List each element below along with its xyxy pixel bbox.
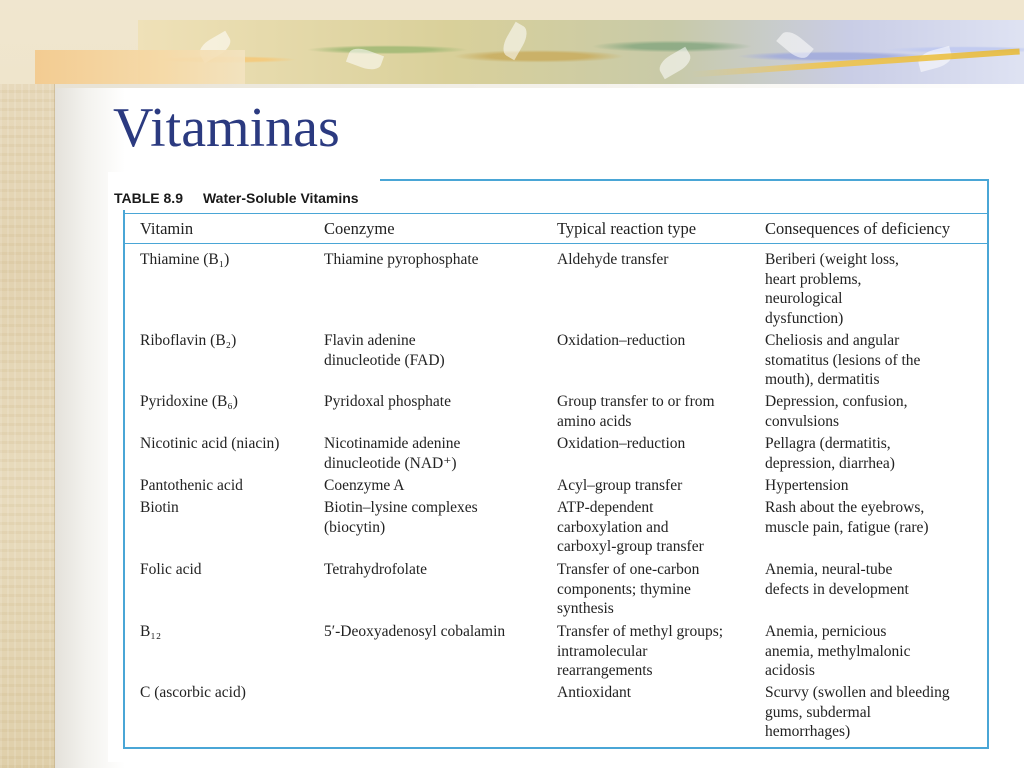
cell-vitamin: C (ascorbic acid): [140, 684, 246, 701]
cell-deficiency: Hypertension: [765, 477, 849, 494]
cell-coenzyme: 5′-Deoxyadenosyl cobalamin: [324, 623, 506, 640]
column-header-deficiency: Consequences of deficiency: [765, 219, 951, 238]
table-number: TABLE 8.9: [114, 190, 183, 206]
column-header-vitamin: Vitamin: [140, 219, 194, 238]
cell-deficiency: Beriberi (weight loss, heart problems, neurological dysfunction): [765, 251, 899, 327]
table-caption: [114, 190, 359, 206]
cell-coenzyme: Thiamine pyrophosphate: [324, 251, 479, 268]
cell-reaction: Aldehyde transfer: [557, 251, 669, 268]
cell-deficiency: Depression, confusion, convulsions: [765, 393, 908, 430]
cell-reaction: Oxidation–reduction: [557, 332, 686, 349]
header-top-rule: [125, 213, 987, 214]
vitamins-table-figure: [108, 172, 1000, 762]
cell-deficiency: Anemia, neural-tube defects in development: [765, 561, 909, 598]
leaf-shape: [346, 45, 384, 74]
banner-edge: [55, 84, 1024, 88]
banner-leaf-artwork: [138, 20, 1024, 86]
cell-coenzyme: Nicotinamide adenine dinucleotide (NAD⁺): [324, 435, 461, 472]
cell-coenzyme: Coenzyme A: [324, 477, 405, 494]
cell-reaction: ATP-dependent carboxylation and carboxyl-group transfer: [557, 499, 704, 555]
cell-vitamin: Folic acid: [140, 561, 202, 578]
cell-reaction: Transfer of one-carbon components; thymine synthesis: [557, 561, 700, 617]
cell-coenzyme: Tetrahydrofolate: [324, 561, 428, 578]
leaf-shape: [499, 22, 532, 60]
cell-coenzyme: Biotin–lysine complexes (biocytin): [324, 499, 478, 536]
column-header-coenzyme: Coenzyme: [324, 219, 395, 238]
cell-vitamin: Biotin: [140, 499, 179, 516]
leaf-shape: [656, 47, 694, 80]
cell-deficiency: Pellagra (dermatitis, depression, diarrhea): [765, 435, 895, 472]
cell-vitamin: Riboflavin (B₂): [140, 332, 237, 349]
banner-orange-strip: [35, 50, 245, 84]
cell-vitamin: Nicotinic acid (niacin): [140, 435, 280, 452]
cell-vitamin: Pantothenic acid: [140, 477, 243, 494]
cell-vitamin: Thiamine (B₁): [140, 251, 230, 268]
cell-vitamin: Pyridoxine (B₆): [140, 393, 238, 410]
cell-reaction: Group transfer to or from amino acids: [557, 393, 715, 430]
cell-reaction: Oxidation–reduction: [557, 435, 686, 452]
header-bottom-rule: [125, 243, 987, 244]
cell-coenzyme: Pyridoxal phosphate: [324, 393, 451, 410]
cell-deficiency: Scurvy (swollen and bleeding gums, subdermal hemorrhages): [765, 684, 950, 740]
cell-deficiency: Rash about the eyebrows, muscle pain, fatigue (rare): [765, 499, 929, 536]
cell-reaction: Transfer of methyl groups; intramolecular rearrangements: [557, 623, 724, 679]
leaf-shape: [776, 27, 814, 63]
top-decorative-banner: [0, 0, 1024, 90]
left-decorative-strip: [0, 0, 55, 768]
cell-reaction: Antioxidant: [557, 684, 632, 701]
page-title: Vitaminas: [113, 97, 340, 159]
cell-vitamin: B₁₂: [140, 623, 162, 640]
cell-deficiency: Anemia, pernicious anemia, methylmalonic acidosis: [765, 623, 911, 679]
cell-deficiency: Cheliosis and angular stomatitus (lesions of the mouth), dermatitis: [765, 332, 921, 388]
table-title: Water-Soluble Vitamins: [202, 190, 359, 206]
cell-coenzyme: Flavin adenine dinucleotide (FAD): [324, 332, 445, 369]
cell-reaction: Acyl–group transfer: [557, 477, 683, 494]
column-header-reaction-type: Typical reaction type: [557, 219, 697, 238]
